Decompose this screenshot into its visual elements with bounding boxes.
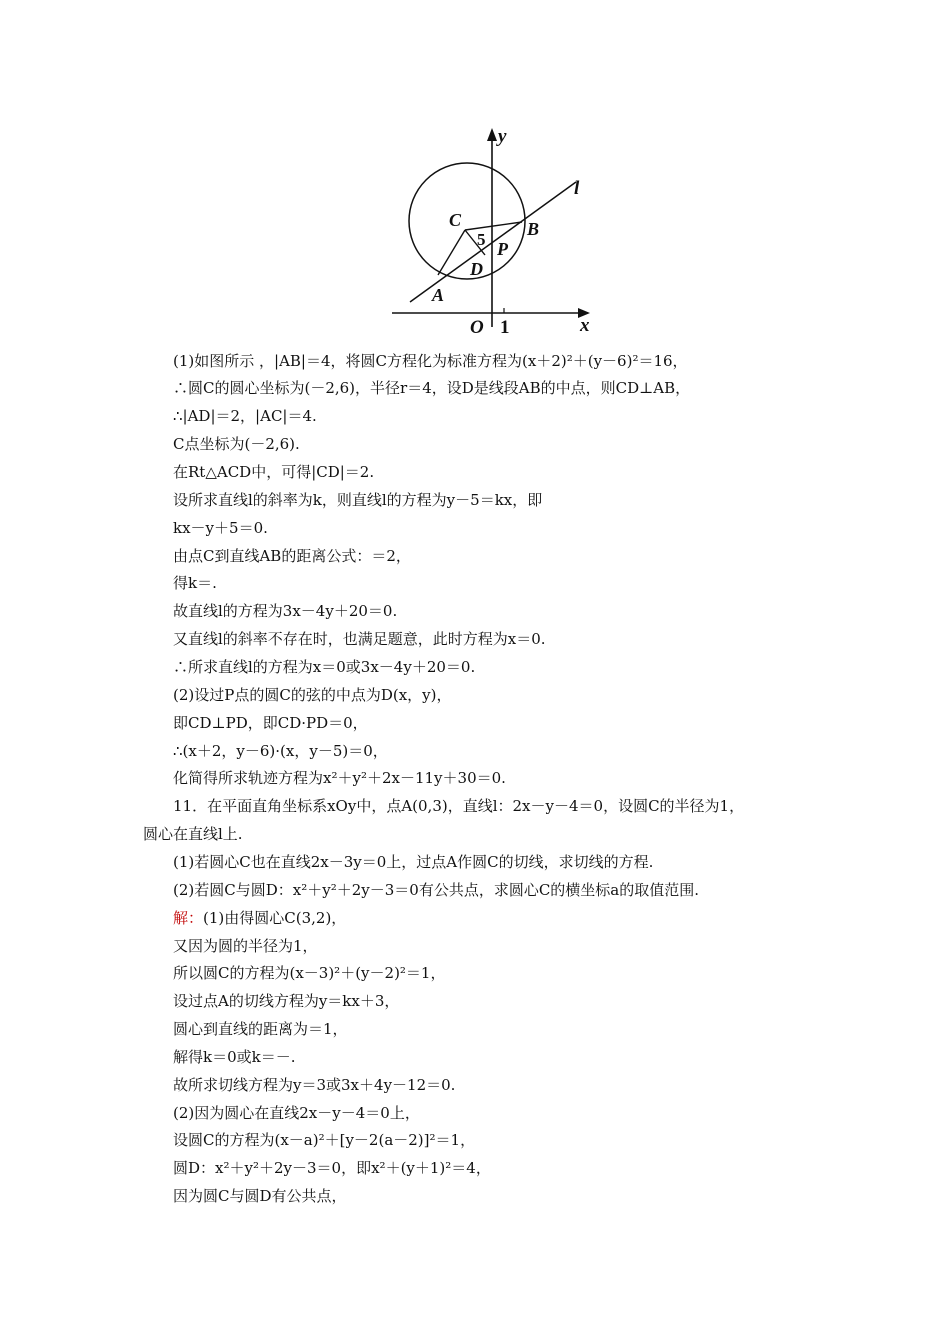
text-line: kx－y＋5＝0. [173, 519, 268, 537]
segment-cb [465, 222, 522, 230]
text-line: 设所求直线l的斜率为k，则直线l的方程为y－5＝kx，即 [173, 491, 543, 509]
text-line: 圆心到直线的距离为＝1， [173, 1020, 348, 1038]
text-line: 故所求切线方程为y＝3或3x＋4y－12＝0. [173, 1076, 456, 1094]
segment-ca [438, 230, 465, 275]
text-line: 又直线l的斜率不存在时，也满足题意，此时方程为x＝0. [173, 630, 546, 648]
text-line: 因为圆C与圆D有公共点， [173, 1187, 347, 1205]
label-o: O [470, 317, 484, 338]
text-line: 由点C到直线AB的距离公式：＝2， [173, 547, 411, 565]
text-line: 设过点A的切线方程为y＝kx＋3， [173, 992, 400, 1010]
label-5: 5 [477, 230, 486, 249]
text-line: ∴|AD|＝2，|AC|＝4. [173, 407, 317, 425]
label-c: C [449, 210, 462, 230]
text-line: ∴圆C的圆心坐标为(－2,6)，半径r＝4，设D是线段AB的中点，则CD⊥AB， [173, 379, 691, 397]
text-line: (2)设过P点的圆C的弦的中点为D(x，y)， [173, 686, 452, 704]
label-1: 1 [500, 317, 510, 338]
label-p: P [497, 239, 508, 259]
text-line: 圆心在直线l上. [143, 825, 243, 843]
text-line: 圆D：x²＋y²＋2y－3＝0，即x²＋(y＋1)²＝4， [173, 1159, 491, 1177]
label-y: y [498, 126, 507, 147]
label-x: x [580, 315, 590, 336]
label-b: B [527, 219, 540, 239]
line-l [410, 182, 576, 302]
text-line: 又因为圆的半径为1， [173, 937, 318, 955]
solution-text: (1)由得圆心C(3,2)， [203, 909, 347, 927]
text-line: (1)如图所示 ，|AB|＝4，将圆C方程化为标准方程为(x＋2)²＋(y－6)²＝16， [173, 352, 688, 370]
text-line: ∴所求直线l的方程为x＝0或3x－4y＋20＝0. [173, 658, 476, 676]
text-line: 在Rt△ACD中，可得|CD|＝2. [173, 463, 375, 481]
y-axis-arrow [487, 128, 497, 141]
circle-line-figure [380, 122, 600, 342]
text-line: 设圆C的方程为(x－a)²＋[y－2(a－2)]²＝1， [173, 1131, 476, 1149]
text-line: 解得k＝0或k＝－. [173, 1048, 296, 1066]
text-line: (1)若圆心C也在直线2x－3y＝0上，过点A作圆C的切线，求切线的方程. [173, 853, 654, 871]
problem-11-statement: 11．在平面直角坐标系xOy中，点A(0,3)，直线l：2x－y－4＝0，设圆C的半径为1， [173, 797, 745, 815]
text-line: 故直线l的方程为3x－4y＋20＝0. [173, 602, 398, 620]
text-line: (2)若圆C与圆D：x²＋y²＋2y－3＝0有公共点，求圆心C的横坐标a的取值范围. [173, 881, 700, 899]
text-line: 得k＝. [173, 574, 217, 592]
text-line: 即CD⊥PD，即CD·PD＝0， [173, 714, 368, 732]
label-l: l [574, 178, 580, 199]
text-line: C点坐标为(－2,6). [173, 435, 300, 453]
solution-line [173, 908, 346, 928]
text-line: (2)因为圆心在直线2x－y－4＝0上， [173, 1104, 420, 1122]
text-line: 化简得所求轨迹方程为x²＋y²＋2x－11y＋30＝0. [173, 769, 506, 787]
text-line: ∴(x＋2，y－6)·(x，y－5)＝0， [173, 742, 388, 760]
text-line: 所以圆C的方程为(x－3)²＋(y－2)²＝1， [173, 964, 446, 982]
solution-label: 解： [173, 909, 204, 927]
label-a: A [432, 285, 445, 305]
label-d: D [470, 259, 483, 279]
